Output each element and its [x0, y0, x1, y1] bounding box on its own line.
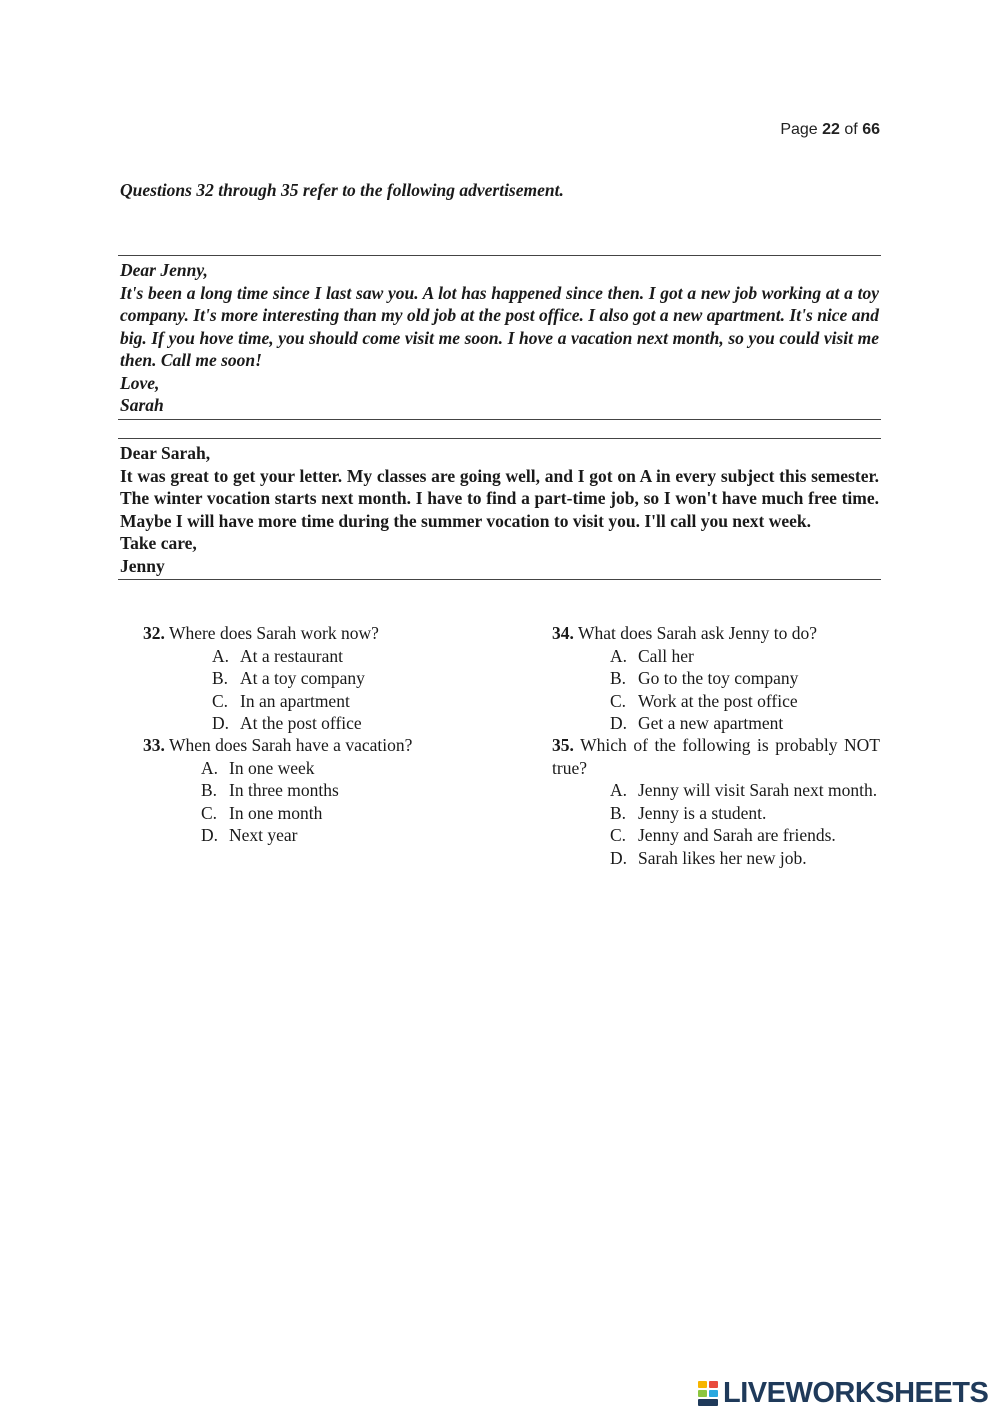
option-d[interactable]: D. Next year [201, 825, 298, 845]
question-35 [552, 734, 880, 869]
page-number [780, 121, 880, 139]
option-b[interactable]: B. Jenny is a student. [610, 802, 767, 823]
option-d[interactable]: D. Sarah likes her new job. [610, 847, 807, 868]
question-34 [552, 622, 880, 735]
liveworksheets-logo [697, 1376, 988, 1410]
question-stem: What does Sarah ask Jenny to do? [577, 623, 818, 643]
page-of: of [844, 121, 858, 138]
option-b[interactable]: B. In three months [201, 780, 339, 800]
page-prefix: Page [780, 121, 818, 138]
liveworksheets-logo-icon [697, 1378, 721, 1408]
question-number: 33. [143, 735, 165, 755]
question-number: 34. [552, 623, 574, 643]
option-a[interactable]: A. Call her [610, 645, 694, 666]
option-c[interactable]: C. Jenny and Sarah are friends. [610, 825, 836, 845]
question-stem: When does Sarah have a vacation? [168, 735, 413, 755]
letter-signature: Sarah [120, 395, 164, 415]
page-current: 22 [822, 121, 840, 138]
option-d[interactable]: D. At the post office [212, 713, 362, 733]
letter-body: It was great to get your letter. My classes are going well, and I got on A in every subject this semester. The winter vocation starts next month. I have to find a part-time job, so I won't have much free time. Maybe I will have more time during the summer vocation to visit you. I'll call you next week. [120, 465, 879, 531]
question-number: 32. [143, 623, 165, 643]
option-d[interactable]: D. Get a new apartment [610, 713, 784, 733]
letter-closing: Take care, [120, 533, 197, 553]
question-33 [143, 734, 473, 847]
question-number: 35. [552, 735, 574, 755]
letter-signature: Jenny [120, 555, 165, 576]
letter-greeting: Dear Sarah, [120, 443, 211, 463]
letter-closing: Love, [120, 372, 160, 393]
option-a[interactable]: A. At a restaurant [212, 645, 344, 666]
option-a[interactable]: A. In one week [201, 757, 315, 778]
letter-body: It's been a long time since I last saw you. A lot has happened since then. I got a new job working at a toy company. It's more interesting than my old job at the post office. I also got a new apartment. It's nice and big. If you hove time, you should come visit me soon. I hove a vacation next month, so you could visit me then. Call me soon! [120, 282, 879, 370]
question-stem: Where does Sarah work now? [168, 623, 379, 643]
letter-from-sarah [118, 255, 881, 420]
option-a[interactable]: A. Jenny will visit Sarah next month. [610, 780, 878, 800]
logo-text: LIVEWORKSHEETS [723, 1376, 989, 1409]
option-c[interactable]: C. In an apartment [212, 690, 350, 711]
option-c[interactable]: C. Work at the post office [610, 690, 798, 711]
page-total: 66 [862, 121, 880, 138]
question-stem: Which of the following is probably NOT true? [552, 735, 880, 778]
option-b[interactable]: B. At a toy company [212, 668, 365, 688]
letter-from-jenny [118, 438, 881, 580]
option-c[interactable]: C. In one month [201, 802, 323, 823]
question-32 [143, 622, 473, 735]
option-b[interactable]: B. Go to the toy company [610, 668, 799, 688]
instructions: Questions 32 through 35 refer to the following advertisement. [120, 180, 564, 200]
letter-greeting: Dear Jenny, [120, 260, 208, 280]
